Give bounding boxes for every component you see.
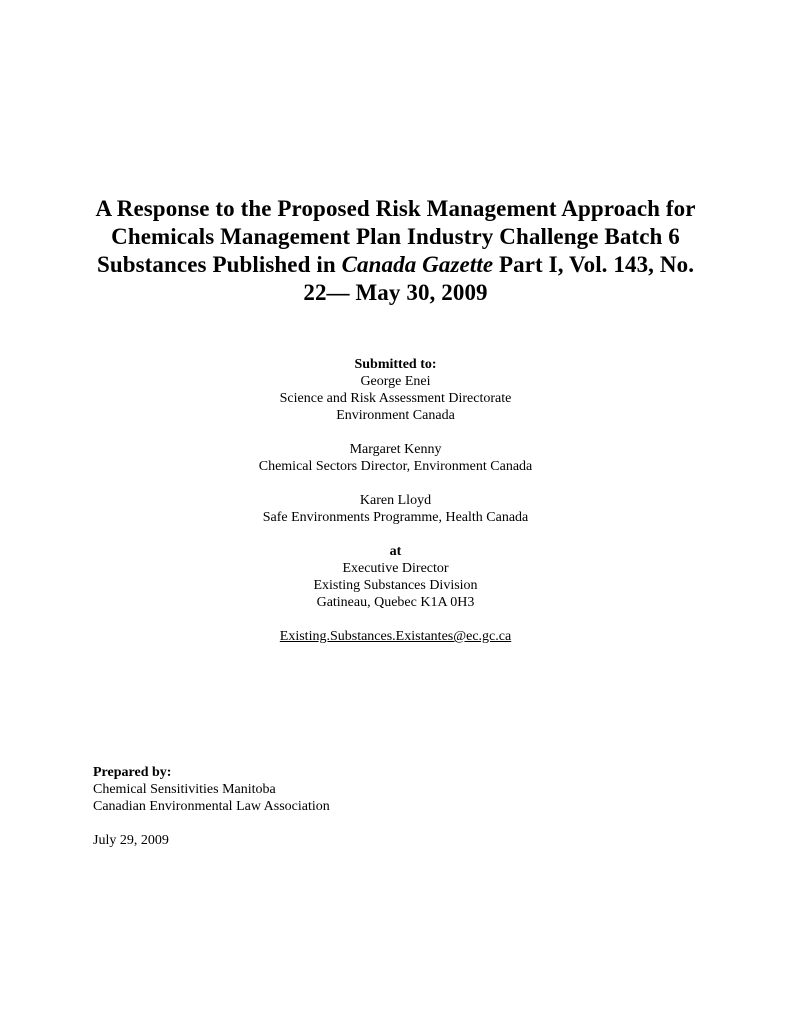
title-line-3-suffix: Part I, Vol. 143, No. [493, 252, 695, 277]
blank-line [93, 815, 791, 832]
title-line-3-journal-name: Canada Gazette [341, 252, 494, 277]
document-date: July 29, 2009 [93, 833, 169, 848]
prepared-by-heading: Prepared by: [93, 765, 172, 780]
recipient-name: Karen Lloyd [359, 493, 432, 508]
submitted-to-block [0, 356, 791, 645]
recipient-org: Environment Canada [336, 408, 455, 423]
document-title [45, 195, 746, 307]
prepared-by-block [93, 764, 791, 849]
blank-line [0, 475, 791, 492]
title-line-1: A Response to the Proposed Risk Management Approach for [95, 196, 696, 221]
title-line-3-prefix: Substances Published in [96, 252, 342, 277]
title-line-2: Chemicals Management Plan Industry Challenge Batch 6 [111, 224, 680, 249]
at-label: at [389, 544, 402, 559]
prepared-org-1: Chemical Sensitivities Manitoba [93, 782, 276, 797]
blank-line [0, 526, 791, 543]
recipient-role: Science and Risk Assessment Directorate [279, 391, 512, 406]
address-line-2: Existing Substances Division [313, 578, 478, 593]
recipient-role: Safe Environments Programme, Health Canada [262, 510, 529, 525]
recipient-role: Chemical Sectors Director, Environment Canada [258, 459, 533, 474]
title-line-3 [45, 251, 746, 279]
email-line [0, 628, 791, 645]
prepared-org-2: Canadian Environmental Law Association [93, 799, 330, 814]
blank-line [0, 424, 791, 441]
email-link[interactable]: Existing.Substances.Existantes@ec.gc.ca [279, 629, 512, 644]
submitted-to-heading: Submitted to: [354, 357, 437, 372]
title-line-4: 22— May 30, 2009 [303, 280, 488, 305]
address-line-3: Gatineau, Quebec K1A 0H3 [316, 595, 475, 610]
blank-line [0, 611, 791, 628]
recipient-name: Margaret Kenny [349, 442, 442, 457]
recipient-name: George Enei [360, 374, 431, 389]
address-line-1: Executive Director [342, 561, 449, 576]
